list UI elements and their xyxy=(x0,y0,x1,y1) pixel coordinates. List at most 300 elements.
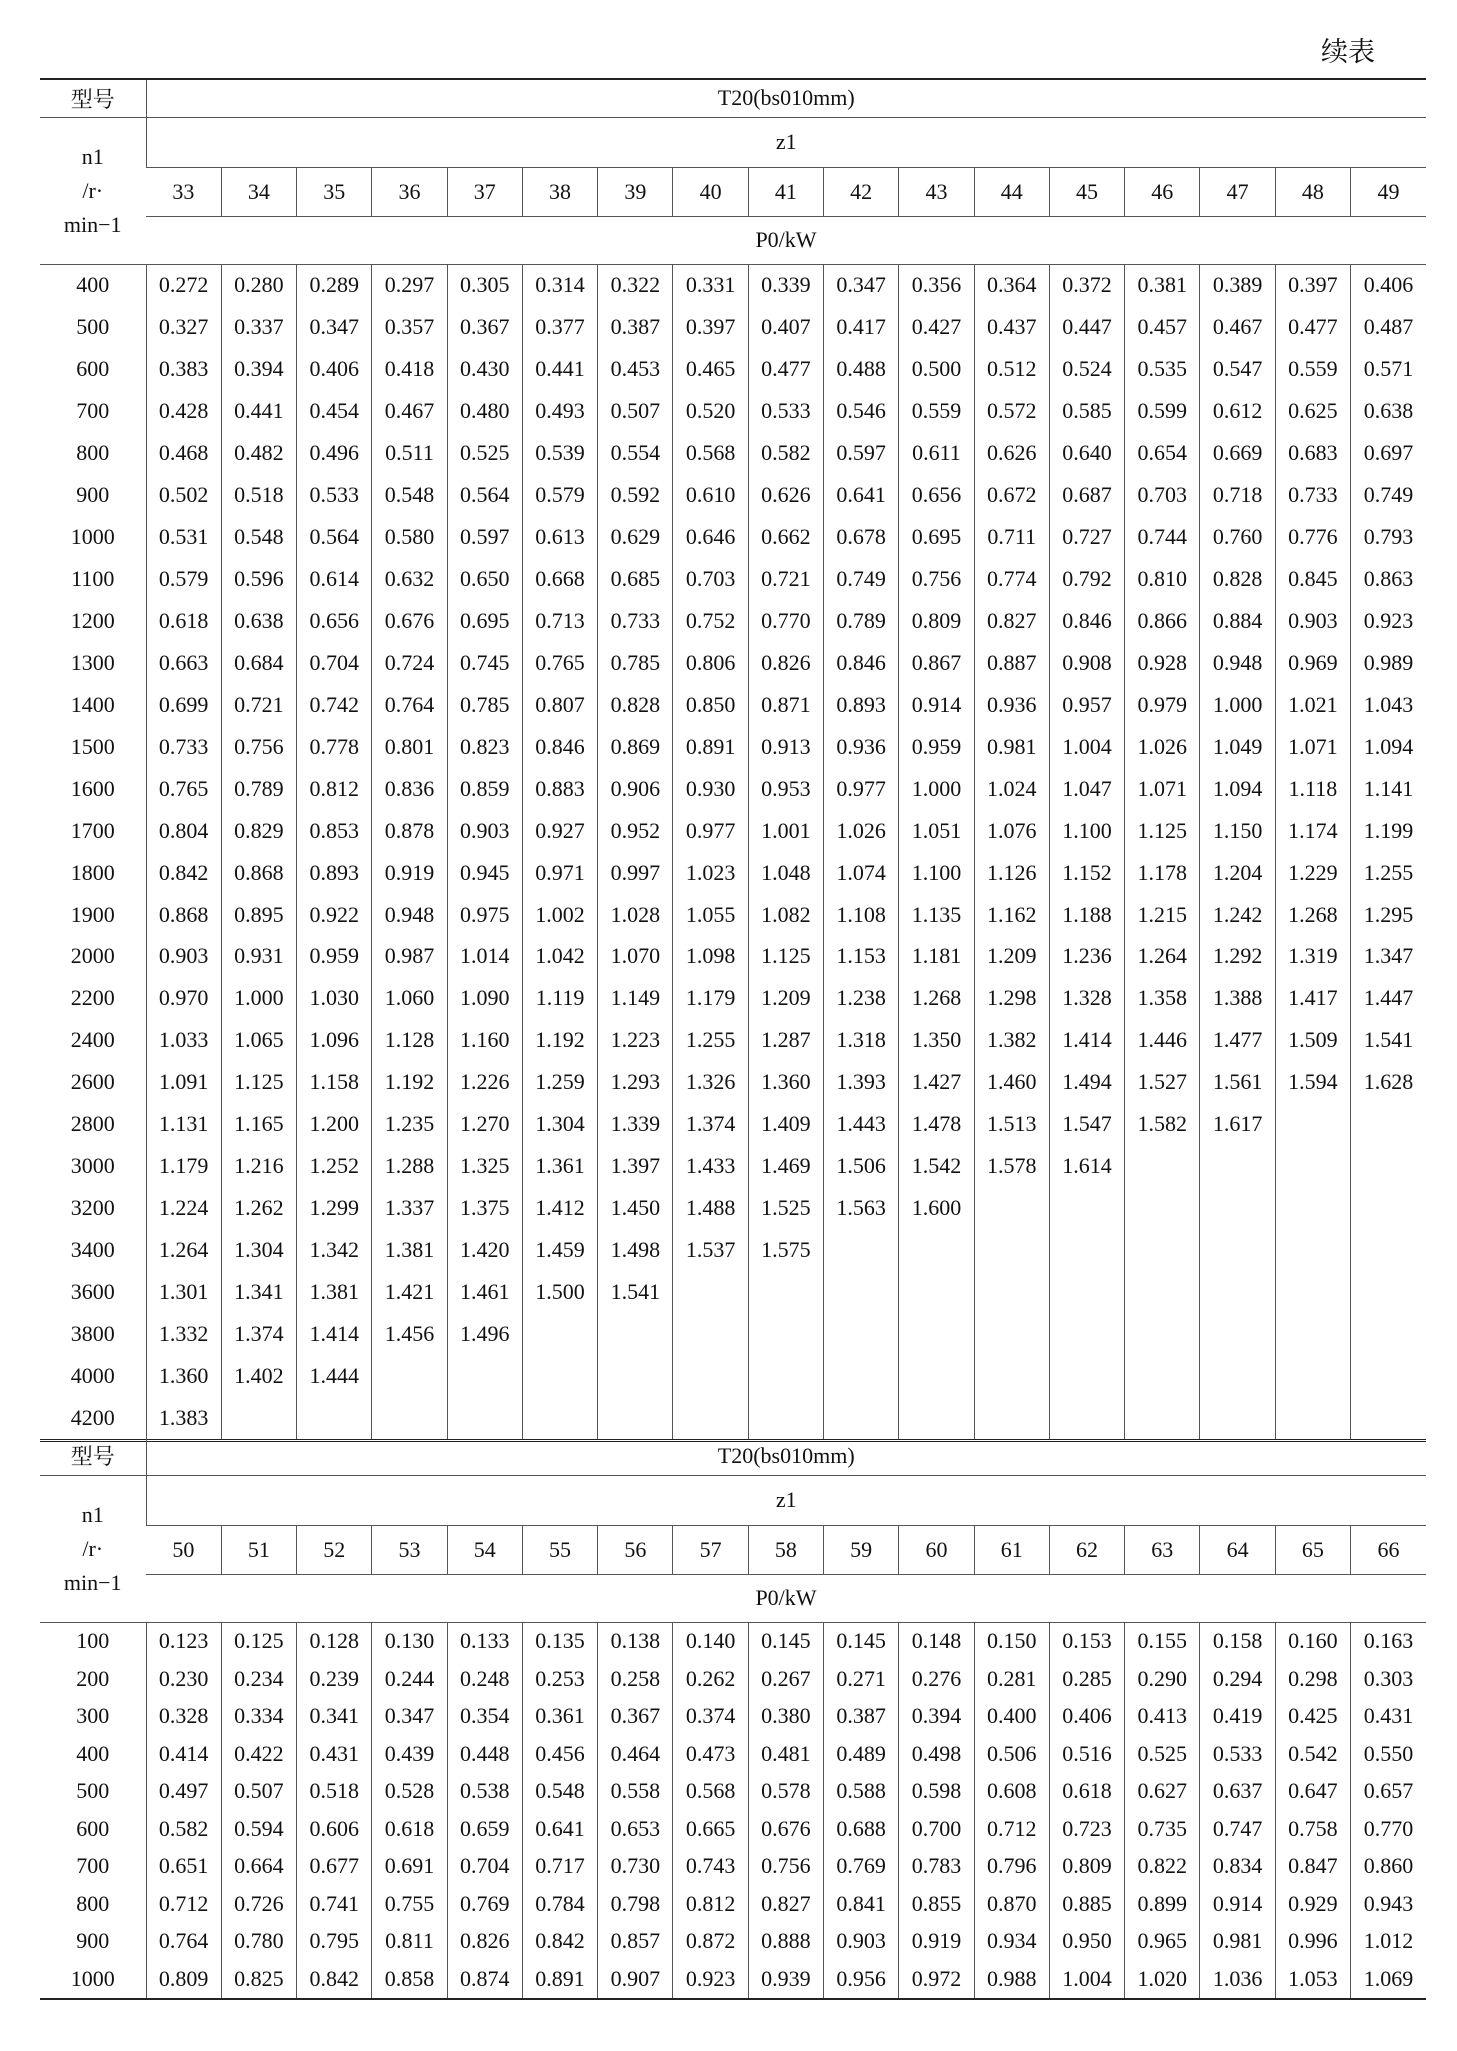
power-value: 0.996 xyxy=(1275,1923,1350,1961)
power-value: 0.677 xyxy=(297,1848,372,1886)
power-value: 1.304 xyxy=(221,1229,296,1271)
power-value: 0.361 xyxy=(522,1698,597,1736)
power-value: 0.441 xyxy=(221,390,296,432)
power-value: 1.287 xyxy=(748,1019,823,1061)
power-value: 0.394 xyxy=(221,348,296,390)
power-value: 0.641 xyxy=(824,474,899,516)
power-value: 0.413 xyxy=(1125,1698,1200,1736)
power-value xyxy=(748,1355,823,1397)
power-value: 0.703 xyxy=(673,558,748,600)
power-value: 0.860 xyxy=(1351,1848,1427,1886)
power-value: 0.377 xyxy=(522,306,597,348)
power-value xyxy=(1351,1229,1427,1271)
power-value: 0.668 xyxy=(522,558,597,600)
power-value: 0.487 xyxy=(1351,306,1427,348)
power-value: 0.381 xyxy=(1125,264,1200,306)
power-value xyxy=(221,1397,296,1440)
power-value: 0.826 xyxy=(748,642,823,684)
power-value: 1.162 xyxy=(974,894,1049,936)
power-value: 0.919 xyxy=(372,852,447,894)
power-value: 0.796 xyxy=(974,1848,1049,1886)
power-value xyxy=(1125,1187,1200,1229)
table-row xyxy=(40,684,1426,726)
speed-unit-line-1: /r· xyxy=(82,177,104,203)
power-value: 1.100 xyxy=(899,852,974,894)
power-value xyxy=(447,1397,522,1440)
z1-column-header: 49 xyxy=(1351,167,1427,216)
power-value: 0.948 xyxy=(372,894,447,936)
power-value: 1.179 xyxy=(146,1145,221,1187)
power-value xyxy=(522,1397,597,1440)
power-value: 0.507 xyxy=(221,1773,296,1811)
power-value: 0.356 xyxy=(899,264,974,306)
power-value: 1.153 xyxy=(824,936,899,978)
table-row xyxy=(40,474,1426,516)
power-value: 1.174 xyxy=(1275,810,1350,852)
speed-value: 700 xyxy=(76,1853,110,1879)
power-value: 0.914 xyxy=(1200,1885,1275,1923)
power-value: 0.294 xyxy=(1200,1660,1275,1698)
table-row xyxy=(40,810,1426,852)
power-value: 0.784 xyxy=(522,1885,597,1923)
speed-value: 3000 xyxy=(70,1153,115,1179)
power-value: 0.871 xyxy=(748,684,823,726)
power-value: 0.957 xyxy=(1049,684,1124,726)
table-row xyxy=(40,894,1426,936)
table-row xyxy=(40,1885,1426,1923)
power-value: 0.676 xyxy=(372,600,447,642)
z1-column-header: 61 xyxy=(974,1525,1049,1574)
speed-value: 1500 xyxy=(70,733,115,759)
power-value: 0.428 xyxy=(146,390,221,432)
power-value: 1.388 xyxy=(1200,977,1275,1019)
power-value xyxy=(748,1271,823,1313)
power-value: 0.846 xyxy=(1049,600,1124,642)
power-value: 0.975 xyxy=(447,894,522,936)
speed-value: 900 xyxy=(76,1928,110,1954)
power-value: 0.695 xyxy=(899,516,974,558)
power-value: 1.125 xyxy=(1125,810,1200,852)
speed-value: 2400 xyxy=(70,1027,115,1053)
power-value: 0.327 xyxy=(146,306,221,348)
power-value: 0.888 xyxy=(748,1923,823,1961)
power-value: 0.618 xyxy=(1049,1773,1124,1811)
power-value: 0.145 xyxy=(824,1622,899,1660)
power-value: 0.735 xyxy=(1125,1810,1200,1848)
model-label: 型号 xyxy=(40,1437,146,1475)
z1-column-header: 42 xyxy=(824,167,899,216)
speed-value: 4200 xyxy=(70,1404,115,1430)
power-value: 1.043 xyxy=(1351,684,1427,726)
power-value: 0.712 xyxy=(146,1885,221,1923)
power-value: 0.809 xyxy=(146,1960,221,1999)
power-label: P0/kW xyxy=(146,216,1426,264)
power-value: 1.192 xyxy=(372,1061,447,1103)
z1-column-header: 38 xyxy=(522,167,597,216)
power-value: 0.846 xyxy=(824,642,899,684)
power-value: 0.721 xyxy=(748,558,823,600)
power-value: 1.026 xyxy=(1125,726,1200,768)
power-value: 1.178 xyxy=(1125,852,1200,894)
power-value: 0.418 xyxy=(372,348,447,390)
power-value: 0.608 xyxy=(974,1773,1049,1811)
power-value: 0.448 xyxy=(447,1735,522,1773)
power-value xyxy=(1200,1187,1275,1229)
power-value: 0.747 xyxy=(1200,1810,1275,1848)
power-value: 1.268 xyxy=(1275,894,1350,936)
power-value: 0.672 xyxy=(974,474,1049,516)
power-value: 1.525 xyxy=(748,1187,823,1229)
power-value: 0.733 xyxy=(146,726,221,768)
power-value: 0.842 xyxy=(522,1923,597,1961)
power-value: 1.409 xyxy=(748,1103,823,1145)
power-value: 1.224 xyxy=(146,1187,221,1229)
power-value: 0.387 xyxy=(598,306,673,348)
power-value: 1.004 xyxy=(1049,1960,1124,1999)
table-row xyxy=(40,264,1426,306)
power-value: 1.628 xyxy=(1351,1061,1427,1103)
power-value: 0.123 xyxy=(146,1622,221,1660)
power-value: 0.647 xyxy=(1275,1773,1350,1811)
power-value: 1.299 xyxy=(297,1187,372,1229)
power-value xyxy=(598,1313,673,1355)
power-value: 0.812 xyxy=(297,768,372,810)
power-value xyxy=(1275,1145,1350,1187)
power-value: 0.903 xyxy=(1275,600,1350,642)
power-value: 0.721 xyxy=(221,684,296,726)
power-value: 1.204 xyxy=(1200,852,1275,894)
power-value: 1.509 xyxy=(1275,1019,1350,1061)
power-value: 0.585 xyxy=(1049,390,1124,432)
power-value: 0.785 xyxy=(598,642,673,684)
power-value: 1.421 xyxy=(372,1271,447,1313)
power-value: 0.703 xyxy=(1125,474,1200,516)
power-value: 0.611 xyxy=(899,432,974,474)
table-row xyxy=(40,642,1426,684)
power-value: 0.804 xyxy=(146,810,221,852)
power-value xyxy=(1275,1229,1350,1271)
power-value: 0.846 xyxy=(522,726,597,768)
power-value: 0.406 xyxy=(1049,1698,1124,1736)
power-value xyxy=(899,1271,974,1313)
power-value: 0.303 xyxy=(1351,1660,1427,1698)
power-value: 0.637 xyxy=(1200,1773,1275,1811)
power-value: 0.239 xyxy=(297,1660,372,1698)
power-value: 1.158 xyxy=(297,1061,372,1103)
power-value: 0.893 xyxy=(824,684,899,726)
power-value: 1.223 xyxy=(598,1019,673,1061)
z1-column-header: 33 xyxy=(146,167,221,216)
power-value: 1.012 xyxy=(1351,1923,1427,1961)
power-value: 0.836 xyxy=(372,768,447,810)
power-value: 1.165 xyxy=(221,1103,296,1145)
power-value: 0.676 xyxy=(748,1810,823,1848)
power-value: 1.108 xyxy=(824,894,899,936)
power-value: 1.036 xyxy=(1200,1960,1275,1999)
power-value: 0.807 xyxy=(522,684,597,726)
power-value: 0.548 xyxy=(372,474,447,516)
z1-column-header: 41 xyxy=(748,167,823,216)
continued-label: 续表 xyxy=(1321,37,1375,67)
power-value: 0.822 xyxy=(1125,1848,1200,1886)
power-value: 1.042 xyxy=(522,936,597,978)
power-value: 0.684 xyxy=(221,642,296,684)
power-value: 0.979 xyxy=(1125,684,1200,726)
speed-value: 2000 xyxy=(70,943,115,969)
table-row xyxy=(40,1271,1426,1313)
power-value: 0.650 xyxy=(447,558,522,600)
table-row xyxy=(40,390,1426,432)
power-value: 1.128 xyxy=(372,1019,447,1061)
power-value: 0.711 xyxy=(974,516,1049,558)
power-value: 0.640 xyxy=(1049,432,1124,474)
power-value: 1.360 xyxy=(748,1061,823,1103)
power-value: 0.903 xyxy=(447,810,522,852)
power-value: 0.936 xyxy=(974,684,1049,726)
power-value: 0.756 xyxy=(748,1848,823,1886)
speed-unit-line-2: min−1 xyxy=(63,211,122,237)
power-value: 1.020 xyxy=(1125,1960,1200,1999)
power-value xyxy=(372,1355,447,1397)
table-row xyxy=(40,1848,1426,1886)
z1-column-header: 63 xyxy=(1125,1525,1200,1574)
power-value: 1.339 xyxy=(598,1103,673,1145)
power-value: 0.453 xyxy=(598,348,673,390)
power-value: 1.255 xyxy=(673,1019,748,1061)
power-value: 0.138 xyxy=(598,1622,673,1660)
power-value: 1.393 xyxy=(824,1061,899,1103)
power-value: 1.238 xyxy=(824,977,899,1019)
table-row xyxy=(40,726,1426,768)
power-rating-table-2 xyxy=(40,1437,1426,2000)
power-value: 0.783 xyxy=(899,1848,974,1886)
power-value: 0.548 xyxy=(522,1773,597,1811)
power-value: 0.550 xyxy=(1351,1735,1427,1773)
power-value: 1.381 xyxy=(372,1229,447,1271)
power-value: 0.859 xyxy=(447,768,522,810)
power-value: 0.431 xyxy=(297,1735,372,1773)
power-value: 1.341 xyxy=(221,1271,296,1313)
power-value: 0.498 xyxy=(899,1735,974,1773)
power-value xyxy=(522,1313,597,1355)
power-value: 0.248 xyxy=(447,1660,522,1698)
power-value: 0.828 xyxy=(1200,558,1275,600)
power-value: 0.500 xyxy=(899,348,974,390)
power-value xyxy=(598,1397,673,1440)
power-value: 0.441 xyxy=(522,348,597,390)
power-value: 0.878 xyxy=(372,810,447,852)
z1-column-header: 66 xyxy=(1351,1525,1427,1574)
power-value: 0.641 xyxy=(522,1810,597,1848)
power-value: 1.541 xyxy=(1351,1019,1427,1061)
power-value: 1.360 xyxy=(146,1355,221,1397)
power-value: 0.943 xyxy=(1351,1885,1427,1923)
power-value xyxy=(1351,1271,1427,1313)
power-value: 1.298 xyxy=(974,977,1049,1019)
power-value: 0.870 xyxy=(974,1885,1049,1923)
z1-column-header: 39 xyxy=(598,167,673,216)
power-value: 1.447 xyxy=(1351,977,1427,1019)
speed-value: 3400 xyxy=(70,1237,115,1263)
power-value: 0.931 xyxy=(221,936,296,978)
power-value: 0.717 xyxy=(522,1848,597,1886)
speed-value: 3800 xyxy=(70,1320,115,1346)
power-value: 0.367 xyxy=(598,1698,673,1736)
power-value: 1.350 xyxy=(899,1019,974,1061)
power-value: 1.358 xyxy=(1125,977,1200,1019)
speed-value: 600 xyxy=(76,1815,110,1841)
power-value: 1.028 xyxy=(598,894,673,936)
power-value: 0.923 xyxy=(1351,600,1427,642)
power-value: 1.578 xyxy=(974,1145,1049,1187)
speed-value: 1200 xyxy=(70,607,115,633)
power-value xyxy=(1200,1397,1275,1440)
power-value: 0.153 xyxy=(1049,1622,1124,1660)
power-value: 0.614 xyxy=(297,558,372,600)
power-value: 1.236 xyxy=(1049,936,1124,978)
power-value: 1.100 xyxy=(1049,810,1124,852)
power-value xyxy=(673,1397,748,1440)
z1-column-header: 55 xyxy=(522,1525,597,1574)
power-value: 0.809 xyxy=(899,600,974,642)
power-value xyxy=(1049,1355,1124,1397)
power-value: 0.383 xyxy=(146,348,221,390)
speed-value: 1600 xyxy=(70,775,115,801)
speed-value: 900 xyxy=(76,482,110,508)
power-value: 1.326 xyxy=(673,1061,748,1103)
power-value xyxy=(522,1355,597,1397)
power-value: 0.539 xyxy=(522,432,597,474)
z1-column-header: 35 xyxy=(297,167,372,216)
power-value: 0.891 xyxy=(522,1960,597,1999)
power-value: 1.125 xyxy=(221,1061,296,1103)
power-value: 0.927 xyxy=(522,810,597,852)
power-value: 0.467 xyxy=(1200,306,1275,348)
z1-column-header: 37 xyxy=(447,167,522,216)
power-value: 0.662 xyxy=(748,516,823,558)
power-value: 0.542 xyxy=(1275,1735,1350,1773)
table-row xyxy=(40,558,1426,600)
power-value: 1.179 xyxy=(673,977,748,1019)
power-value: 0.929 xyxy=(1275,1885,1350,1923)
power-value: 1.004 xyxy=(1049,726,1124,768)
power-value: 0.895 xyxy=(221,894,296,936)
power-value: 0.511 xyxy=(372,432,447,474)
power-value: 0.481 xyxy=(748,1735,823,1773)
power-value: 1.255 xyxy=(1351,852,1427,894)
power-value: 0.447 xyxy=(1049,306,1124,348)
power-value: 0.826 xyxy=(447,1923,522,1961)
power-value: 1.021 xyxy=(1275,684,1350,726)
power-value: 0.733 xyxy=(598,600,673,642)
power-value: 0.793 xyxy=(1351,516,1427,558)
power-value: 1.235 xyxy=(372,1103,447,1145)
power-value xyxy=(824,1229,899,1271)
power-value: 0.626 xyxy=(974,432,1049,474)
power-value: 0.724 xyxy=(372,642,447,684)
table-row xyxy=(40,1145,1426,1187)
power-value: 0.533 xyxy=(297,474,372,516)
power-value: 1.456 xyxy=(372,1313,447,1355)
power-value: 1.342 xyxy=(297,1229,372,1271)
table-row xyxy=(40,432,1426,474)
power-value: 0.518 xyxy=(221,474,296,516)
power-value: 0.812 xyxy=(673,1885,748,1923)
power-value: 0.289 xyxy=(297,264,372,306)
power-value: 1.506 xyxy=(824,1145,899,1187)
power-value: 1.461 xyxy=(447,1271,522,1313)
power-value: 0.380 xyxy=(748,1698,823,1736)
table-row xyxy=(40,600,1426,642)
power-value: 0.825 xyxy=(221,1960,296,1999)
power-value: 0.934 xyxy=(974,1923,1049,1961)
power-value: 0.981 xyxy=(1200,1923,1275,1961)
power-value: 1.446 xyxy=(1125,1019,1200,1061)
power-label: P0/kW xyxy=(146,1574,1426,1622)
table-row xyxy=(40,1773,1426,1811)
power-value: 0.535 xyxy=(1125,348,1200,390)
z1-column-header: 58 xyxy=(748,1525,823,1574)
power-value: 0.322 xyxy=(598,264,673,306)
power-value: 0.959 xyxy=(297,936,372,978)
power-value: 1.575 xyxy=(748,1229,823,1271)
power-value: 0.850 xyxy=(673,684,748,726)
power-value: 0.823 xyxy=(447,726,522,768)
power-value: 0.467 xyxy=(372,390,447,432)
power-value: 0.347 xyxy=(824,264,899,306)
table-row xyxy=(40,516,1426,558)
power-value xyxy=(1275,1313,1350,1355)
power-value xyxy=(1351,1355,1427,1397)
power-value xyxy=(974,1187,1049,1229)
power-value: 1.002 xyxy=(522,894,597,936)
speed-value: 1000 xyxy=(70,524,115,550)
power-value: 1.229 xyxy=(1275,852,1350,894)
speed-value: 500 xyxy=(76,314,110,340)
power-value: 1.374 xyxy=(673,1103,748,1145)
power-value: 0.482 xyxy=(221,432,296,474)
power-value: 0.280 xyxy=(221,264,296,306)
power-value: 0.956 xyxy=(824,1960,899,1999)
power-value: 0.923 xyxy=(673,1960,748,1999)
power-value: 1.135 xyxy=(899,894,974,936)
power-value: 0.606 xyxy=(297,1810,372,1848)
power-value: 0.571 xyxy=(1351,348,1427,390)
power-value: 1.450 xyxy=(598,1187,673,1229)
power-value: 1.069 xyxy=(1351,1960,1427,1999)
power-value: 0.364 xyxy=(974,264,1049,306)
power-value: 0.502 xyxy=(146,474,221,516)
power-value: 0.908 xyxy=(1049,642,1124,684)
power-value xyxy=(1125,1355,1200,1397)
power-value: 0.972 xyxy=(899,1960,974,1999)
table-row xyxy=(40,1622,1426,1660)
power-value: 1.076 xyxy=(974,810,1049,852)
power-value: 0.723 xyxy=(1049,1810,1124,1848)
power-value: 0.853 xyxy=(297,810,372,852)
power-value: 1.383 xyxy=(146,1397,221,1440)
power-value: 1.216 xyxy=(221,1145,296,1187)
power-value: 0.704 xyxy=(297,642,372,684)
power-value: 1.051 xyxy=(899,810,974,852)
power-value: 0.525 xyxy=(447,432,522,474)
power-value: 1.152 xyxy=(1049,852,1124,894)
power-value: 1.292 xyxy=(1200,936,1275,978)
power-value: 0.741 xyxy=(297,1885,372,1923)
power-value: 0.939 xyxy=(748,1960,823,1999)
power-value: 0.965 xyxy=(1125,1923,1200,1961)
power-value xyxy=(748,1397,823,1440)
